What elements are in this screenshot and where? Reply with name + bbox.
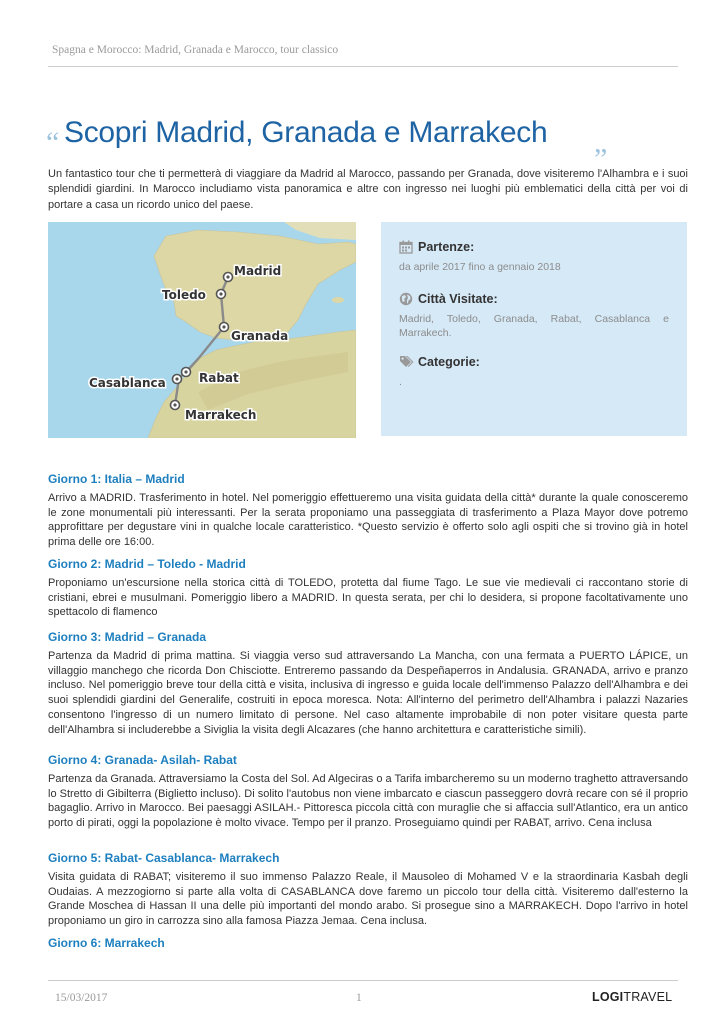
day-section: [48, 936, 688, 955]
calendar-icon: [399, 240, 413, 254]
day-title: Giorno 3: Madrid – Granada: [48, 630, 207, 644]
route-map: [48, 222, 356, 438]
map-label-marrakech: Marrakech: [185, 408, 257, 422]
logo-bold-part: LOGI: [592, 990, 624, 1004]
cities-label: Città Visitate:: [418, 292, 498, 306]
marker-casablanca: [173, 375, 182, 384]
day-section: [48, 472, 688, 550]
day-description: Visita guidata di RABAT; visiteremo il suo immenso Palazzo Reale, il Mausoleo di Mohamed V e la straordinaria Kasbah degli Oudaias. A mezzogiorno si parte alla volta di CASABLANCA dove faremo un piccolo tour della città. Visiteremo dall'esterno la Grande Moschea di Hassan II una delle più importanti del mondo arabo. Si prosegue sino a MARRAKECH. Dopo l'arrivo in hotel proponiamo un giro in carrozza sino alla famosa Piazza Jemaa. Cena inclusa.: [48, 871, 688, 928]
trip-info-panel: [381, 222, 687, 436]
categories-section: [399, 355, 669, 389]
day-section: [48, 753, 688, 831]
marker-rabat: [182, 368, 191, 377]
logo-rest-part: TRAVEL: [623, 990, 673, 1004]
marker-madrid: [224, 273, 233, 282]
balearic-island: [332, 297, 344, 303]
map-label-rabat: Rabat: [199, 371, 239, 385]
day-section: [48, 557, 688, 620]
page-title: Scopri Madrid, Granada e Marrakech: [64, 116, 548, 149]
map-label-casablanca: Casablanca: [89, 376, 166, 390]
close-quote-mark: „: [594, 126, 608, 159]
map-label-granada: Granada: [231, 329, 289, 343]
day-title: Giorno 1: Italia – Madrid: [48, 472, 185, 486]
title-row: [46, 116, 686, 158]
page-number: 1: [356, 992, 362, 1004]
day-description: Partenza da Granada. Attraversiamo la Costa del Sol. Ad Algeciras o a Tarifa imbarcheremo su un moderno traghetto attraversando lo Stretto di Gibilterra (Biglietto incluso). Di solito l'autobus non viene imbarcato e ciascun passeggero dovrà recare con sé il proprio bagaglio. Arrivo in Marocco. Bei paesaggi ASILAH.- Pittoresca piccola città con muraglie che si affaccia sull'Atlantico, era un antico porto di pirati, oggi la popolazione è molto vivace. Tempo per il pranzo. Proseguiamo quindi per RABAT, arrivo. Cena inclusa: [48, 773, 688, 830]
marker-toledo: [217, 290, 226, 299]
departures-section: [399, 240, 669, 274]
day-title: Giorno 6: Marrakech: [48, 936, 165, 950]
categories-value: .: [399, 376, 402, 388]
header-divider: [48, 66, 678, 67]
tags-icon: [399, 355, 413, 369]
day-description: Proponiamo un'escursione nella storica città di TOLEDO, protetta dal fiume Tago. Le sue vie medievali ci raccontano storie di cristiani, ebrei e musulmani. Pomeriggio libero a MADRID. In questa serata, per chi lo desidera, si propone facoltativamente uno spettacolo di flamenco: [48, 577, 688, 619]
globe-icon: [399, 292, 413, 306]
day-description: Arrivo a MADRID. Trasferimento in hotel. Nel pomeriggio effettueremo una visita guidata della città* durante la quale conosceremo le zone monumentali più interessanti. Per la serata proponiamo una passeggiata di trasferimento a Plaza Mayor dove potremo approfittare per degustare vini in qualche locale caratteristico. *Questo servizio è offerto solo agli ospiti che si trovino già in hotel prima delle ore 16:00.: [48, 492, 688, 549]
intro-paragraph: Un fantastico tour che ti permetterà di viaggiare da Madrid al Marocco, passando per Granada, dove visiteremo l'Alhambra e i suoi splendidi giardini. In Marocco includiamo vista panoramica e altre con ingresso nei luoghi più emblematici della città per voi di portare a casa un ricordo unico del paese.: [48, 168, 688, 211]
day-title: Giorno 5: Rabat- Casablanca- Marrakech: [48, 851, 280, 865]
logitravel-logo: [592, 990, 672, 1004]
route-map-graphic: [48, 222, 356, 438]
open-quote-mark: “: [46, 126, 60, 159]
day-description: Partenza da Madrid di prima mattina. Si viaggia verso sud attraversando La Mancha, con una fermata a PUERTO LÁPICE, un villaggio manchego che ricorda Don Chisciotte. Entreremo passando da Despeñaperros in Andalusia. GRANADA, arrivo e pranzo incluso. Nel pomeriggio breve tour della città e visita, inclusiva di ingresso e guida locale dell'immenso Palazzo dell'Alhambra e dei suoi splendidi giardini del Generalife, costruiti in epoca moresca. Nota: All'interno del perimetro dell'Alhambra i palazzi Nazaries consentono l'ingresso di un numero limitato di persone. Nel caso altamente improbabile di non poter visitare questa parte dell'Alhambra si includerebbe a Siviglia la visita degli Alcazares (che hanno architettura e caratteristiche simili).: [48, 650, 688, 736]
map-label-toledo: Toledo: [162, 288, 206, 302]
day-title: Giorno 4: Granada- Asilah- Rabat: [48, 753, 237, 767]
day-section: [48, 851, 688, 929]
marker-granada: [220, 323, 229, 332]
footer-date: 15/03/2017: [55, 992, 108, 1004]
map-label-madrid: Madrid: [234, 264, 282, 278]
cities-section: [399, 292, 669, 340]
categories-label: Categorie:: [418, 355, 480, 369]
footer-divider: [48, 980, 678, 981]
marker-marrakech: [171, 401, 180, 410]
cities-value: Madrid, Toledo, Granada, Rabat, Casablanca e Marrakech.: [399, 313, 669, 339]
departures-label: Partenze:: [418, 240, 475, 254]
day-title: Giorno 2: Madrid – Toledo - Madrid: [48, 557, 246, 571]
departures-value: da aprile 2017 fino a gennaio 2018: [399, 261, 561, 273]
day-section: [48, 630, 688, 737]
running-header: Spagna e Morocco: Madrid, Granada e Marocco, tour classico: [52, 44, 339, 56]
